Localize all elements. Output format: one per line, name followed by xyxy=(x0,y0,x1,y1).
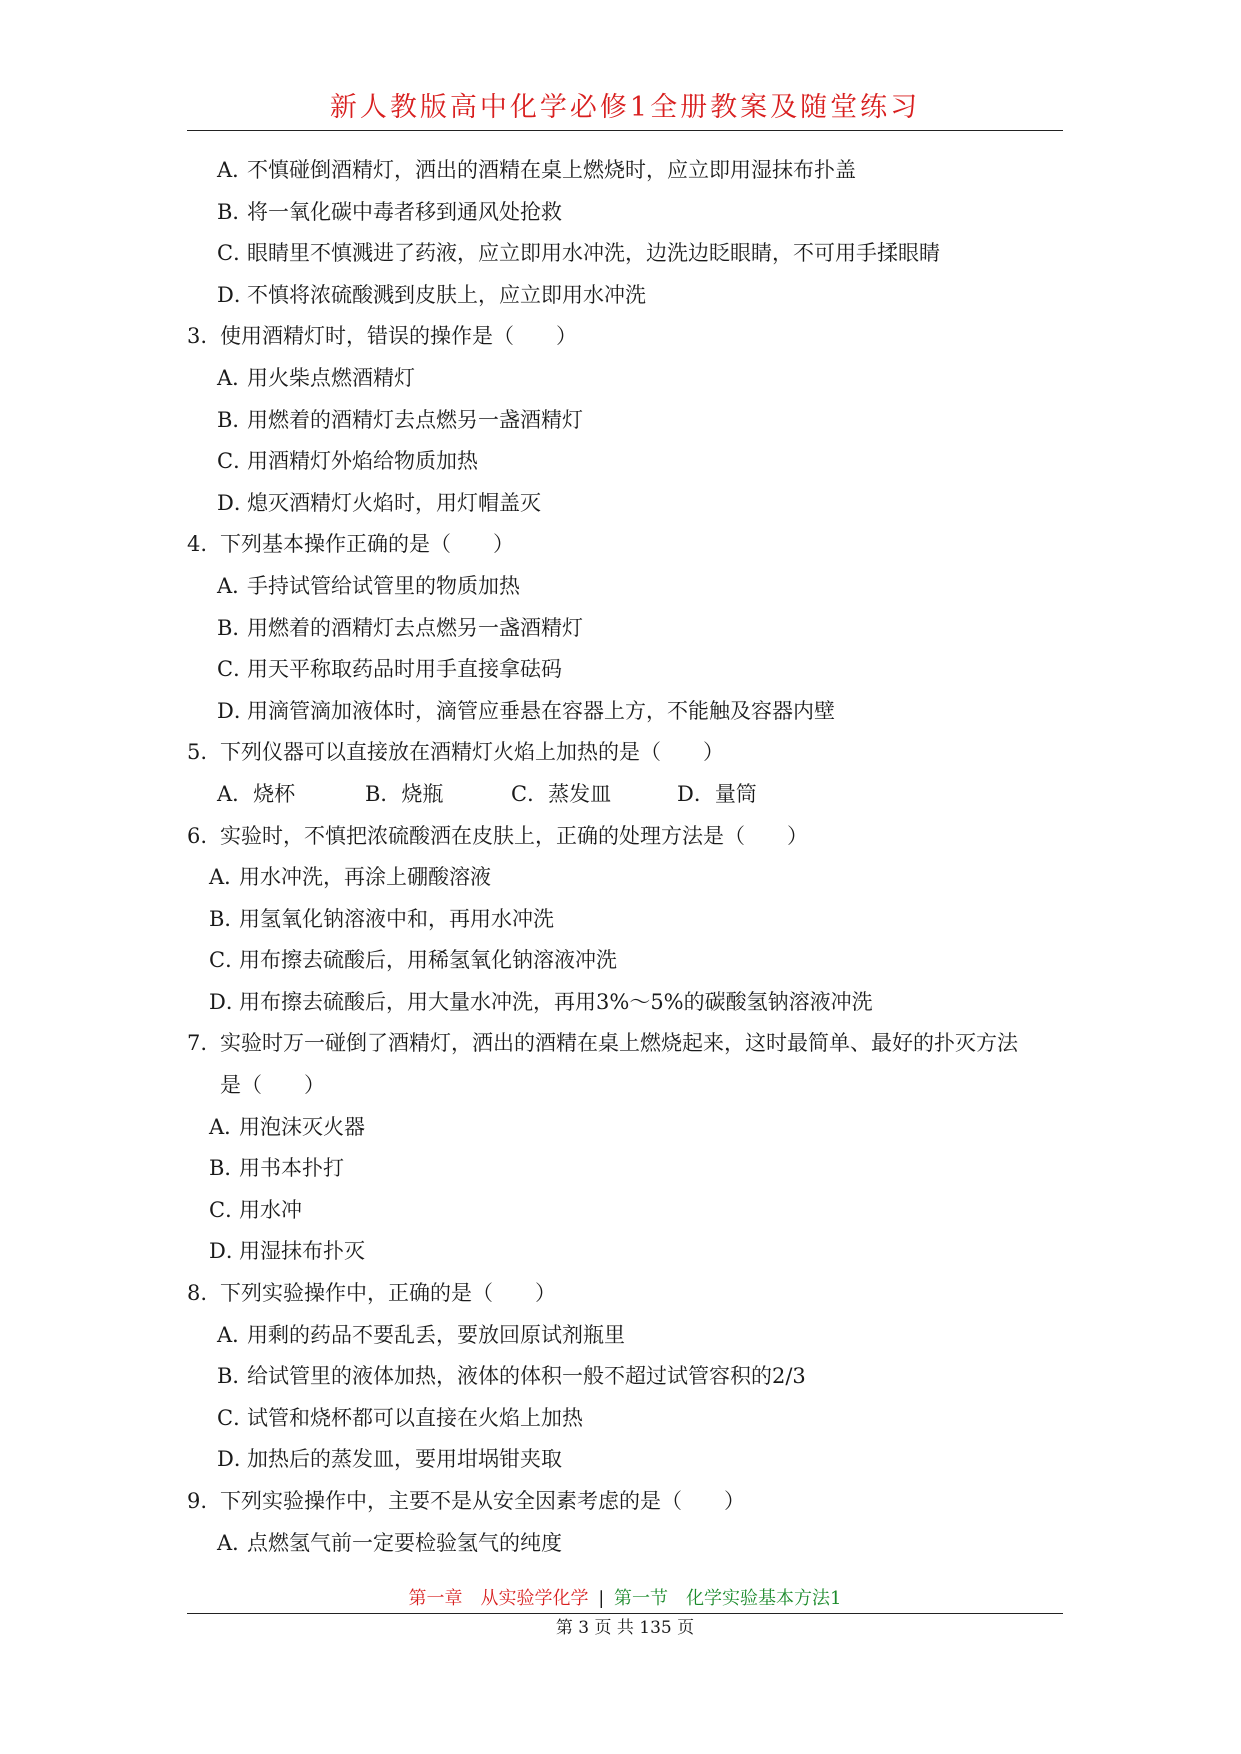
chapter-separator: | xyxy=(598,1588,605,1609)
question-stem xyxy=(187,524,1067,566)
question-number: 4. xyxy=(187,532,208,557)
question-text: 实验时，不慎把浓硫酸洒在皮肤上，正确的处理方法是（ ） xyxy=(220,823,808,848)
option-text: 用滴管滴加液体时，滴管应垂悬在容器上方，不能触及容器内壁 xyxy=(247,698,835,723)
question-text: 使用酒精灯时，错误的操作是（ ） xyxy=(220,324,577,349)
question-stem xyxy=(187,316,1067,358)
option-text: 用书本扑打 xyxy=(239,1156,344,1181)
option-text: 用泡沫灭火器 xyxy=(239,1114,365,1139)
question-text: 下列仪器可以直接放在酒精灯火焰上加热的是（ ） xyxy=(220,740,724,765)
answer-option xyxy=(187,150,1067,192)
option-text: 不慎碰倒酒精灯，洒出的酒精在桌上燃烧时，应立即用湿抹布扑盖 xyxy=(247,158,856,182)
chapter-title: 第一章 从实验学化学 xyxy=(408,1588,589,1609)
option-letter: C． xyxy=(217,657,255,682)
option-letter: D． xyxy=(209,1239,247,1264)
option-text: 不慎将浓硫酸溅到皮肤上，应立即用水冲洗 xyxy=(247,282,646,307)
option-letter: B． xyxy=(217,1364,254,1389)
option-letter: A． xyxy=(217,573,254,598)
answer-option xyxy=(187,1148,1067,1190)
question-text: 实验时万一碰倒了酒精灯，洒出的酒精在桌上燃烧起来，这时最简单、最好的扑灭方法 xyxy=(220,1031,1018,1056)
option-letter: D． xyxy=(217,1447,255,1472)
page-header xyxy=(187,86,1063,131)
answer-option xyxy=(187,275,1067,317)
answer-option: A．烧杯 xyxy=(217,781,296,806)
inline-answer-options xyxy=(187,774,1067,816)
question-stem xyxy=(187,816,1067,858)
answer-option xyxy=(187,441,1067,483)
answer-option xyxy=(187,857,1067,899)
option-text: 用布擦去硫酸后，用大量水冲洗，再用3%～5%的碳酸氢钠溶液冲洗 xyxy=(239,989,873,1014)
section-title: 第一节 化学实验基本方法1 xyxy=(614,1588,842,1609)
option-text: 加热后的蒸发皿，要用坩埚钳夹取 xyxy=(247,1447,562,1472)
question-stem xyxy=(187,1023,1067,1065)
page-footer xyxy=(187,1585,1063,1642)
question-number: 9. xyxy=(187,1489,208,1513)
answer-option xyxy=(187,1439,1067,1481)
option-text: 用天平称取药品时用手直接拿砝码 xyxy=(247,657,562,682)
answer-option xyxy=(187,1107,1067,1149)
answer-option xyxy=(187,233,1067,275)
option-letter: A． xyxy=(217,1530,254,1555)
answer-option xyxy=(187,566,1067,608)
answer-option xyxy=(187,940,1067,982)
answer-option xyxy=(187,691,1067,733)
option-letter: A． xyxy=(209,1114,246,1139)
document-title: 新人教版高中化学必修1全册教案及随堂练习 xyxy=(329,92,921,123)
answer-option xyxy=(187,400,1067,442)
answer-option xyxy=(187,608,1067,650)
answer-option xyxy=(187,192,1067,234)
option-text: 用湿抹布扑灭 xyxy=(239,1239,365,1264)
option-letter: B． xyxy=(217,615,254,640)
option-letter: D． xyxy=(217,490,255,515)
answer-option xyxy=(187,1190,1067,1232)
option-text: 用火柴点燃酒精灯 xyxy=(247,365,415,390)
option-text: 用水冲洗，再涂上硼酸溶液 xyxy=(239,865,491,890)
option-text: 将一氧化碳中毒者移到通风处抢救 xyxy=(247,199,562,224)
option-text: 给试管里的液体加热，液体的体积一般不超过试管容积的2/3 xyxy=(247,1364,806,1389)
option-letter: D． xyxy=(217,282,255,307)
answer-option xyxy=(187,1523,1067,1565)
question-content xyxy=(187,150,1067,1564)
option-text: 用剩的药品不要乱丢，要放回原试剂瓶里 xyxy=(247,1322,625,1347)
question-stem-continued: 是（ ） xyxy=(220,1073,325,1098)
answer-option xyxy=(187,649,1067,691)
question-number: 5. xyxy=(187,740,208,765)
answer-option xyxy=(187,899,1067,941)
option-letter: D． xyxy=(209,989,247,1014)
question-stem xyxy=(187,732,1067,774)
answer-option xyxy=(187,1231,1067,1273)
question-number: 8. xyxy=(187,1281,208,1306)
answer-option xyxy=(187,982,1067,1024)
option-letter: C． xyxy=(217,1405,255,1430)
option-text: 用酒精灯外焰给物质加热 xyxy=(247,449,478,474)
question-number: 3. xyxy=(187,324,208,349)
option-letter: B． xyxy=(217,199,254,224)
option-letter: D． xyxy=(217,698,255,723)
page-number: 第 3 页 共 135 页 xyxy=(555,1618,695,1638)
answer-option: D．量筒 xyxy=(677,781,757,806)
question-text: 下列基本操作正确的是（ ） xyxy=(220,532,514,557)
option-text: 点燃氢气前一定要检验氢气的纯度 xyxy=(247,1530,562,1555)
option-text: 眼睛里不慎溅进了药液，应立即用水冲洗，边洗边眨眼睛，不可用手揉眼睛 xyxy=(247,241,940,266)
option-letter: A． xyxy=(217,1322,254,1347)
option-text: 用燃着的酒精灯去点燃另一盏酒精灯 xyxy=(247,615,583,640)
option-letter: B． xyxy=(209,1156,246,1181)
question-stem xyxy=(187,1481,1067,1523)
option-letter: C． xyxy=(209,1197,247,1222)
option-letter: C． xyxy=(217,449,255,474)
answer-option: C．蒸发皿 xyxy=(511,781,612,806)
answer-option xyxy=(187,483,1067,525)
option-letter: B． xyxy=(209,906,246,931)
option-text: 用水冲 xyxy=(239,1197,302,1222)
question-text: 下列实验操作中，正确的是（ ） xyxy=(220,1281,556,1306)
answer-option xyxy=(187,1315,1067,1357)
option-letter: C． xyxy=(209,948,247,973)
option-text: 手持试管给试管里的物质加热 xyxy=(247,573,520,598)
chapter-line xyxy=(187,1585,1063,1613)
answer-option xyxy=(187,1356,1067,1398)
option-letter: C． xyxy=(217,241,255,266)
answer-option: B．烧瓶 xyxy=(365,781,444,806)
answer-option xyxy=(187,358,1067,400)
option-text: 试管和烧杯都可以直接在火焰上加热 xyxy=(247,1405,583,1430)
question-stem xyxy=(187,1273,1067,1315)
option-letter: A． xyxy=(209,865,246,890)
option-text: 用燃着的酒精灯去点燃另一盏酒精灯 xyxy=(247,407,583,432)
option-letter: B． xyxy=(217,407,254,432)
question-text: 下列实验操作中，主要不是从安全因素考虑的是（ ） xyxy=(220,1489,745,1513)
option-text: 熄灭酒精灯火焰时，用灯帽盖灭 xyxy=(247,490,541,515)
option-letter: A． xyxy=(217,365,254,390)
question-number: 7. xyxy=(187,1031,208,1056)
option-text: 用布擦去硫酸后，用稀氢氧化钠溶液冲洗 xyxy=(239,948,617,973)
question-number: 6. xyxy=(187,823,208,848)
option-letter: A． xyxy=(217,158,254,182)
answer-option xyxy=(187,1398,1067,1440)
option-text: 用氢氧化钠溶液中和，再用水冲洗 xyxy=(239,906,554,931)
